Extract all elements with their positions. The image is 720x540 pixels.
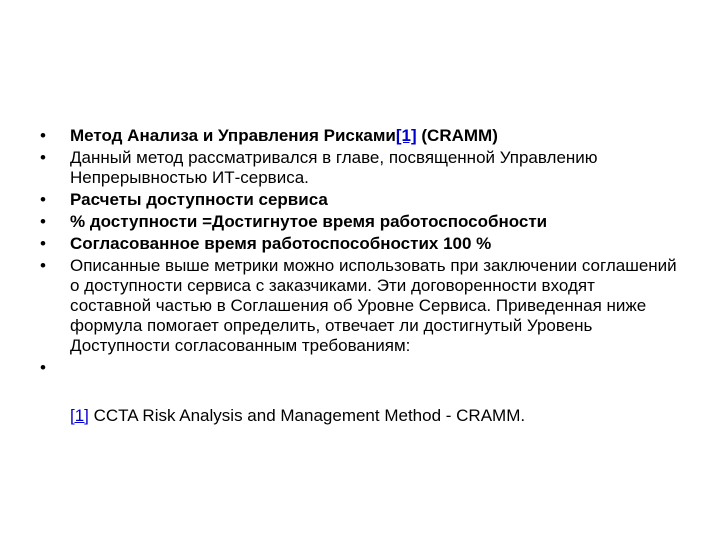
bullet-item-method-title xyxy=(40,126,680,146)
bullet-text: Согласованное время работоспособностих 100 % xyxy=(70,234,492,253)
bullet-text: Описанные выше метрики можно использовать при заключении соглашений о доступности сервиса с заказчиками. Эти договоренности входят составной частью в Соглашения об Уровне Сервиса. Приведенная ниже формула помогает определить, отвечает ли достигнутый Уровень Доступности согласованным требованиям: xyxy=(70,256,677,355)
bullet-list xyxy=(40,126,680,380)
footnote xyxy=(70,405,525,427)
bullet-text: % доступности =Достигнутое время работоспособности xyxy=(70,212,548,231)
bullet-icon: • xyxy=(40,212,46,231)
bullet-item-formula-denominator xyxy=(40,234,680,254)
footnote-ref-link[interactable]: [1] xyxy=(70,406,89,425)
bullet-icon: • xyxy=(40,190,46,209)
bullet-text: Расчеты доступности сервиса xyxy=(70,190,328,209)
bullet-item-formula-numerator xyxy=(40,212,680,232)
bullet-item-availability-calc xyxy=(40,190,680,210)
bullet-icon: • xyxy=(40,126,46,145)
bullet-text: Данный метод рассматривался в главе, посвященной Управлению Непрерывностью ИТ-сервиса. xyxy=(70,148,598,187)
bullet-item-method-description xyxy=(40,148,680,188)
bullet-icon: • xyxy=(40,358,46,377)
bullet-item-empty xyxy=(40,358,680,378)
method-title-suffix: (CRAMM) xyxy=(416,126,498,145)
bullet-icon: • xyxy=(40,234,46,253)
footnote-text: CCTA Risk Analysis and Management Method - CRAMM. xyxy=(88,406,526,425)
method-title-text: Метод Анализа и Управления Рисками xyxy=(70,126,396,145)
bullet-icon: • xyxy=(40,256,46,275)
bullet-item-metrics-usage xyxy=(40,256,680,356)
footnote-link[interactable]: [1] xyxy=(395,126,417,145)
bullet-icon: • xyxy=(40,148,46,167)
